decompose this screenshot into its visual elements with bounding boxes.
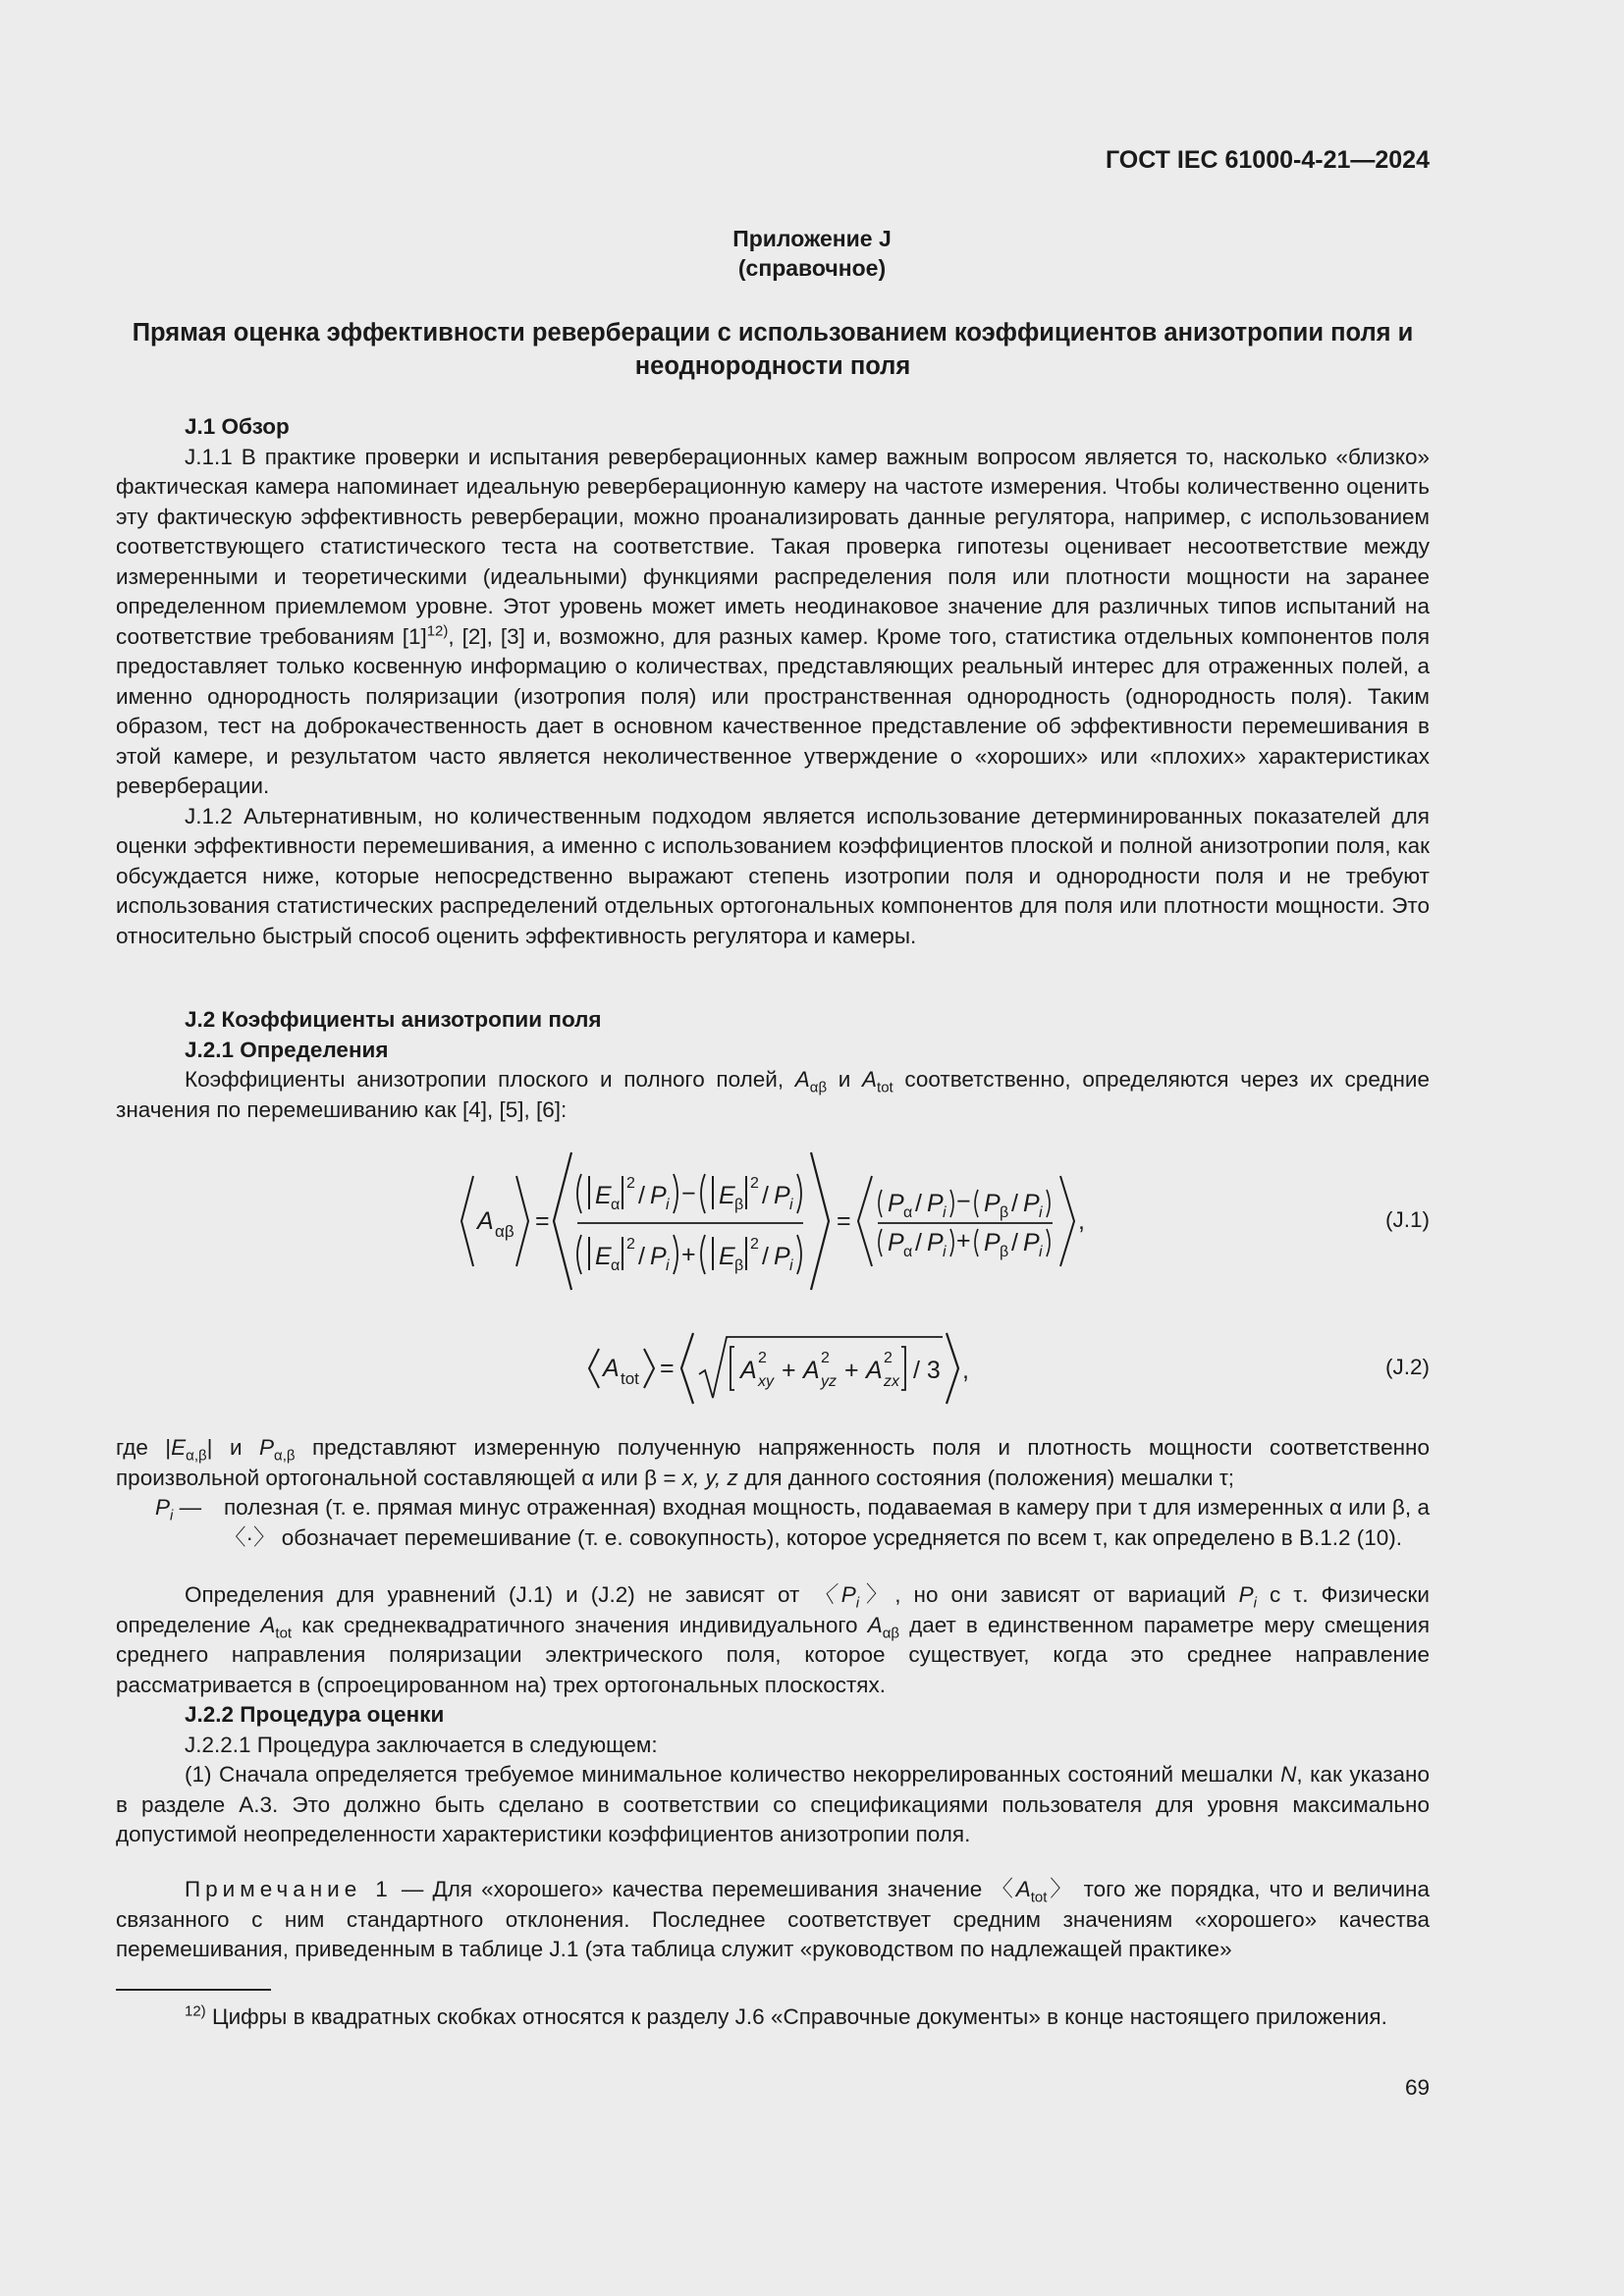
svg-text:α: α [903,1204,913,1221]
equation-j2 [0,1327,1624,1406]
heading-j2: J.2 Коэффициенты анизотропии поля [185,1007,602,1032]
annex-title: Приложение J [732,226,892,251]
svg-text:E: E [719,1243,735,1270]
paragraph-j12: J.1.2 Альтернативным, но количественным подходом является использование детерминированных показателей для оценки эффективности перемешивания, а именно с использованием коэффициентов плоской и полной анизотропии поля, как обсуждается ниже, которые непосредственно выражают степень изотропии поля и однородности поля и не требуют использования статистических распределений отдельных ортогональных компонентов для поля или плотности мощности. Это относительно быстрый способ оценить эффективность регулятора и камеры. [116,803,1430,948]
svg-text:E: E [595,1182,612,1209]
svg-text:2: 2 [758,1350,767,1366]
svg-text:−: − [681,1180,696,1207]
svg-text:A: A [603,1355,620,1382]
paragraph-j11: J.1.1 В практике проверки и испытания реверберационных камер важным вопросом является то, насколько «близко» фактическая камера напоминает идеальную реверберационную камеру на частоте измерения. Чтобы количественно оценить эту фактическую эффективность реверберации, можно проанализировать данные регулятора, например, с использованием соответствующего статистического теста на соответствие. Такая проверка гипотезы оценивает несоответствие между измеренными и теоретическими (идеальными) функциями распределения поля или плотности мощности на заранее определенном приемлемом уровне. Этот уровень может иметь неодинаковое значение для различных типов испытаний на соответствие требованиям $[1]^{12)}$, [2], [3] и, возможно, для разных камер. Кроме того, статистика отдельных компонентов поля предоставляет только косвенную информацию о количествах, представляющих реальный интерес для отраженных полей, а именно однородность поляризации (изотропия поля) или пространственная однородность (однородность поля). Таким образом, тест на доброкачественность дает в основном качественное представление об эффективности перемешивания в этой камере, и результатом часто является неколичественное утверждение о «хороших» или «плохих» характеристиках реверберации. [116,444,1430,798]
svg-text:/: / [915,1229,922,1256]
where-line: где $|E_{\alpha,\beta}|$ и $P_{\alpha,\beta}$ представляют измеренную полученную напряженность поля и плотность мощности соответственно произвольной ортогональной составляющей α или β = x, y, z для данного состояния (положения) мешалки τ; [116,1435,1430,1490]
svg-text:E: E [595,1243,612,1270]
main-title: Прямая оценка эффективности реверберации с использованием коэффициентов анизотропии поля и неоднородности поля [132,319,1414,380]
svg-text:/: / [638,1182,645,1209]
svg-text:xy: xy [758,1373,774,1390]
svg-text:i: i [789,1197,793,1213]
svg-text:i: i [789,1257,793,1274]
equation-number-j2: (J.2) [1385,1355,1430,1379]
svg-text:P: P [650,1182,667,1209]
paragraph-step1: (1) Сначала определяется требуемое минимальное количество некоррелированных состояний мешалки N, как указано в разделе A.3. Это должно быть сделано в соответствии со спецификациями пользователя для уровня максимально допустимой неопределенности характеристики коэффициентов анизотропии поля. [116,1762,1430,1846]
svg-text:/ 3: / 3 [913,1357,941,1384]
svg-text:αβ: αβ [495,1222,514,1241]
svg-text:zx: zx [884,1373,899,1390]
section-j1 [116,412,1430,951]
heading-j21: J.2.1 Определения [185,1037,389,1062]
svg-text:i: i [666,1197,670,1213]
svg-text:β: β [1000,1244,1009,1260]
svg-text:2: 2 [821,1350,830,1366]
svg-text:+: + [956,1227,971,1255]
svg-text:/: / [762,1182,769,1209]
svg-text:=: = [535,1207,550,1235]
svg-text:2: 2 [626,1236,635,1253]
paragraph-independence: Определения для уравнений (J.1) и (J.2) не зависят от 〈$P_i$〉, но они зависят от вариаций $P_i$ с τ. Физически определение $A_{tot}$ как среднеквадратичного значения индивидуального $A_{\alpha\beta}$ дает в единственном параметре меру смещения среднего направления поляризации электрического поля, которое существует, когда это среднее направление рассматривается в (спроецированном на) трех ортогональных плоскостях. [116,1582,1431,1697]
svg-text:i: i [1039,1244,1043,1260]
svg-text:−: − [956,1188,971,1215]
heading-j1: J.1 Обзор [185,414,290,439]
svg-text:i: i [943,1244,947,1260]
svg-text:β: β [734,1197,744,1213]
svg-text:/: / [638,1243,645,1270]
svg-text:α: α [611,1257,621,1274]
svg-text:2: 2 [750,1236,759,1253]
svg-text:+: + [782,1357,796,1384]
svg-text:2: 2 [750,1175,759,1192]
svg-text:yz: yz [821,1373,837,1390]
svg-text:=: = [660,1355,675,1382]
where-block [116,1433,1430,1553]
svg-text:P: P [984,1229,1001,1256]
svg-text:,: , [962,1357,969,1384]
paragraph-j221: J.2.2.1 Процедура заключается в следующем: [185,1732,658,1757]
footnote-divider [116,1989,271,1991]
svg-text:,: , [1078,1207,1085,1235]
svg-text:i: i [1039,1204,1043,1221]
svg-text:α: α [611,1197,621,1213]
standard-header: ГОСТ IEC 61000-4-21—2024 [1105,146,1430,174]
svg-text:A: A [740,1357,757,1384]
svg-text:P: P [774,1182,790,1209]
equation-j1 [0,1147,1624,1294]
svg-text:P: P [888,1229,904,1256]
annex-heading [0,224,1624,283]
svg-text:+: + [681,1241,696,1268]
svg-text:β: β [734,1257,744,1274]
svg-text:tot: tot [621,1369,639,1388]
note-1: Примечание 1 — Для «хорошего» качества перемешивания значение 〈$A_{tot}$〉 того же порядка, что и величина связанного с ним стандартного отклонения. Последнее соответствует средним значениям «хорошего» качества перемешивания, приведенным в таблице J.1 (эта таблица служит «руководством по надлежащей практике» [116,1877,1430,1961]
svg-text:=: = [837,1207,851,1235]
svg-text:P: P [927,1229,944,1256]
footnote-ref: 12) [426,622,449,639]
svg-text:A: A [866,1357,883,1384]
definition-pi: $P_i$ — полезная (т. е. прямая минус отраженная) входная мощность, подаваемая в камеру при τ для измеренных α или β, а 〈·〉 обозначает перемешивание (т. е. совокупность), которое усредняется по всем τ, как определено в B.1.2 (10). [155,1495,1430,1550]
svg-text:A: A [477,1207,494,1235]
svg-text:P: P [1023,1229,1040,1256]
svg-text:P: P [927,1190,944,1217]
svg-text:i: i [666,1257,670,1274]
section-remainder [116,1580,1430,1850]
svg-text:P: P [774,1243,790,1270]
svg-text:P: P [1023,1190,1040,1217]
svg-text:α: α [903,1244,913,1260]
svg-text:2: 2 [626,1175,635,1192]
svg-text:/: / [1011,1190,1018,1217]
svg-text:P: P [650,1243,667,1270]
svg-text:A: A [803,1357,820,1384]
svg-text:E: E [719,1182,735,1209]
svg-text:β: β [1000,1204,1009,1221]
annex-type: (справочное) [737,255,887,281]
svg-text:2: 2 [884,1350,893,1366]
svg-text:i: i [943,1204,947,1221]
paragraph-definitions: Коэффициенты анизотропии плоского и полного полей, $A_{\alpha\beta}$ и $A_{tot}$ соответственно, определяются через их средние значения по перемешиванию как [4], [5], [6]: [116,1067,1430,1122]
svg-text:+: + [844,1357,859,1384]
page-number: 69 [1404,2075,1430,2100]
svg-text:/: / [1011,1229,1018,1256]
svg-text:/: / [915,1190,922,1217]
svg-text:P: P [984,1190,1001,1217]
footnote: $^{12)}$ Цифры в квадратных скобках относятся к разделу J.6 «Справочные документы» в конце настоящего приложения. [185,2002,1387,2029]
svg-text:/: / [762,1243,769,1270]
equation-number-j1: (J.1) [1385,1207,1430,1232]
heading-j22: J.2.2 Процедура оценки [185,1702,445,1727]
note-label: Примечание 1 [185,1877,393,1901]
svg-text:P: P [888,1190,904,1217]
section-j2 [116,1005,1430,1125]
